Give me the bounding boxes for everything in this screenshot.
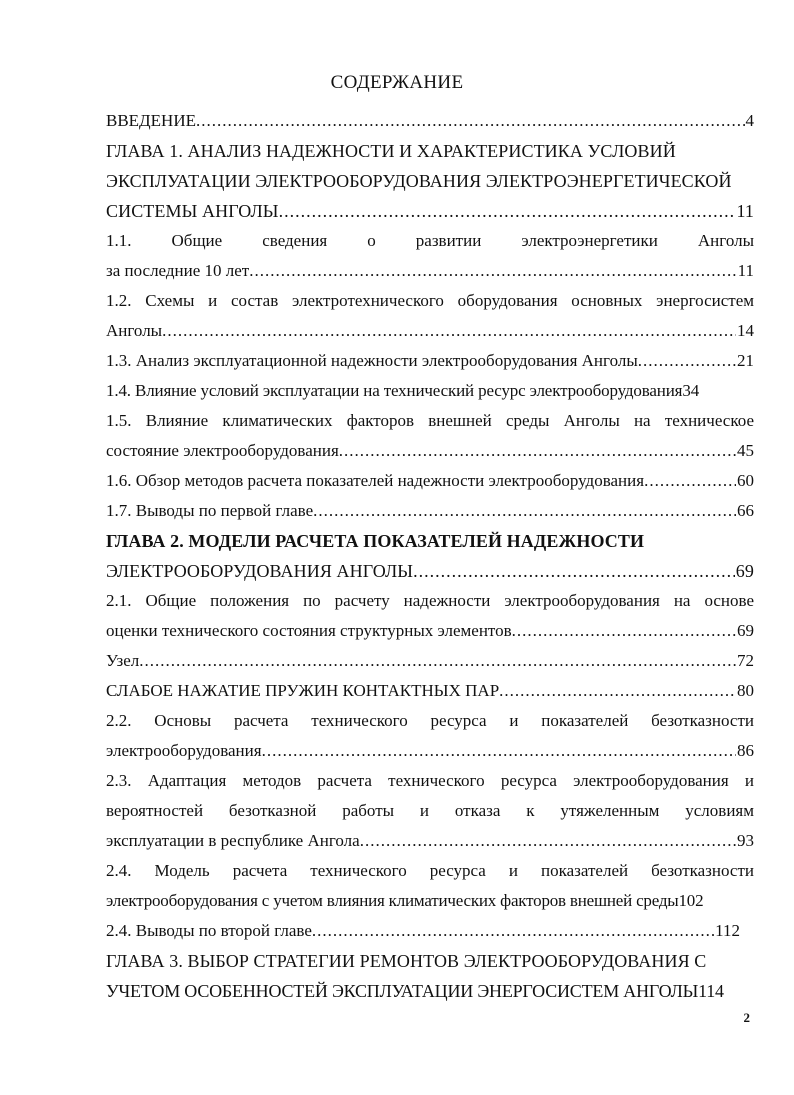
toc-entry-text: ВВЕДЕНИЕ <box>106 111 196 130</box>
toc-entry-1-4[interactable] <box>106 376 766 406</box>
toc-entry-text: СЛАБОЕ НАЖАТИЕ ПРУЖИН КОНТАКТНЫХ ПАР <box>106 681 500 700</box>
toc-entry-introduction[interactable] <box>106 106 754 136</box>
dot-leader <box>162 316 736 346</box>
toc-entry-text: 2.4. Выводы по второй главе <box>106 921 312 940</box>
dot-leader <box>512 616 736 646</box>
toc-entry-page: 69 <box>737 621 754 640</box>
toc-entry-1-5-line1[interactable] <box>106 406 754 436</box>
toc-entry-2-3-line3[interactable] <box>106 826 754 856</box>
toc-entry-page: 14 <box>737 321 754 340</box>
toc-entry-text: 1.7. Выводы по первой главе <box>106 501 314 520</box>
toc-entry-text: эксплуатации в республике Ангола <box>106 831 360 850</box>
toc-entry-text: 1.1. Общие сведения о развитии электроэнергетики Анголы <box>106 231 754 250</box>
toc-entry-chapter1-line2[interactable] <box>106 166 754 196</box>
toc-entry-page: 93 <box>737 831 754 850</box>
toc-entry-page: 112 <box>715 921 740 940</box>
toc-entry-2-3-line2[interactable] <box>106 796 754 826</box>
toc-entry-2-2-line2[interactable] <box>106 736 754 766</box>
toc-entry-text: 1.5. Влияние климатических факторов внешней среды Анголы на техническое <box>106 411 754 430</box>
toc-entry-2-4-conclusions[interactable] <box>106 916 740 946</box>
toc-entry-text: электрооборудования <box>106 741 262 760</box>
toc-entry-text: электрооборудования с учетом влияния климатических факторов внешней среды102 <box>106 891 704 910</box>
toc-entry-1-2-line2[interactable] <box>106 316 754 346</box>
dot-leader <box>279 196 736 226</box>
toc-entry-chapter3-line2[interactable] <box>106 976 754 1006</box>
toc-entry-weak-spring[interactable] <box>106 676 754 706</box>
toc-entry-text: 1.2. Схемы и состав электротехнического оборудования основных энергосистем <box>106 291 754 310</box>
toc-entry-page: 69 <box>735 561 754 581</box>
toc-entry-text: Узел <box>106 651 140 670</box>
dot-leader <box>249 256 736 286</box>
toc-entry-page: 11 <box>736 201 754 221</box>
toc-entry-page: 66 <box>737 501 754 520</box>
toc-entry-chapter3-line1[interactable] <box>106 946 754 976</box>
toc-entry-1-7[interactable] <box>106 496 754 526</box>
toc-entry-text: 2.4. Модель расчета технического ресурса и показателей безотказности <box>106 861 754 880</box>
toc-entry-text: 2.2. Основы расчета технического ресурса и показателей безотказности <box>106 711 754 730</box>
dot-leader <box>339 436 736 466</box>
toc-entry-1-3[interactable] <box>106 346 754 376</box>
dot-leader <box>196 106 745 136</box>
toc-entry-2-1-line2[interactable] <box>106 616 754 646</box>
toc-entry-1-1-line2[interactable] <box>106 256 754 286</box>
toc-entry-1-5-line2[interactable] <box>106 436 754 466</box>
toc-entry-node[interactable] <box>106 646 754 676</box>
toc-entry-text: ГЛАВА 2. МОДЕЛИ РАСЧЕТА ПОКАЗАТЕЛЕЙ НАДЕЖНОСТИ <box>106 531 645 551</box>
toc-entry-text: оценки технического состояния структурных элементов <box>106 621 512 640</box>
toc-entry-2-1-line1[interactable] <box>106 586 754 616</box>
dot-leader <box>313 496 736 526</box>
toc-entry-text: 1.6. Обзор методов расчета показателей надежности электрооборудования <box>106 471 645 490</box>
toc-entry-2-3-line1[interactable] <box>106 766 754 796</box>
toc-entry-chapter1-line3[interactable] <box>106 196 754 226</box>
toc-entry-text: ЭЛЕКТРООБОРУДОВАНИЯ АНГОЛЫ <box>106 561 414 581</box>
dot-leader <box>262 736 736 766</box>
toc-entry-text: 1.3. Анализ эксплуатационной надежности электрооборудования Анголы <box>106 351 638 370</box>
toc-entry-text: 1.4. Влияние условий эксплуатации на технический ресурс электрооборудования34 <box>106 381 700 400</box>
toc-entry-1-6[interactable] <box>106 466 754 496</box>
dot-leader <box>638 346 736 376</box>
toc-entry-2-4-line1[interactable] <box>106 856 754 886</box>
toc-entry-chapter2-line2[interactable] <box>106 556 754 586</box>
dot-leader <box>312 916 714 946</box>
toc-entry-text: состояние электрооборудования <box>106 441 339 460</box>
toc-entry-page: 45 <box>737 441 754 460</box>
toc-entry-2-4-line2[interactable] <box>106 886 766 916</box>
toc-entry-text: УЧЕТОМ ОСОБЕННОСТЕЙ ЭКСПЛУАТАЦИИ ЭНЕРГОСИСТЕМ АНГОЛЫ114 <box>106 981 724 1001</box>
toc-entry-page: 4 <box>745 111 754 130</box>
toc-entry-text: СИСТЕМЫ АНГОЛЫ <box>106 201 279 221</box>
toc-entry-2-2-line1[interactable] <box>106 706 754 736</box>
dot-leader <box>499 676 736 706</box>
toc-entry-text: ЭКСПЛУАТАЦИИ ЭЛЕКТРООБОРУДОВАНИЯ ЭЛЕКТРОЭНЕРГЕТИЧЕСКОЙ <box>106 171 732 191</box>
toc-entry-chapter2-line1[interactable] <box>106 526 754 556</box>
toc-entry-page: 21 <box>737 351 754 370</box>
toc-entry-page: 86 <box>737 741 754 760</box>
dot-leader <box>413 556 735 586</box>
toc-entry-page: 60 <box>737 471 754 490</box>
dot-leader <box>360 826 736 856</box>
toc-entry-text: 2.3. Адаптация методов расчета технического ресурса электрооборудования и <box>106 771 754 790</box>
dot-leader <box>139 646 736 676</box>
toc-entry-text: ГЛАВА 1. АНАЛИЗ НАДЕЖНОСТИ И ХАРАКТЕРИСТИКА УСЛОВИЙ <box>106 141 676 161</box>
toc-entry-text: вероятностей безотказной работы и отказа к утяжеленным условиям <box>106 801 754 820</box>
dot-leader <box>644 466 736 496</box>
toc-entry-text: Анголы <box>106 321 163 340</box>
toc-entry-1-2-line1[interactable] <box>106 286 754 316</box>
toc-entry-page: 80 <box>737 681 754 700</box>
page-number: 2 <box>743 1010 750 1025</box>
toc-entry-chapter1-line1[interactable] <box>106 136 754 166</box>
toc-entry-page: 72 <box>737 651 754 670</box>
toc-entry-text: 2.1. Общие положения по расчету надежности электрооборудования на основе <box>106 591 754 610</box>
toc-entry-text: за последние 10 лет <box>106 261 250 280</box>
toc-entry-page: 11 <box>737 261 754 280</box>
toc-entry-text: ГЛАВА 3. ВЫБОР СТРАТЕГИИ РЕМОНТОВ ЭЛЕКТРООБОРУДОВАНИЯ С <box>106 951 707 971</box>
toc-entry-1-1-line1[interactable] <box>106 226 754 256</box>
toc-title: СОДЕРЖАНИЕ <box>330 72 464 93</box>
